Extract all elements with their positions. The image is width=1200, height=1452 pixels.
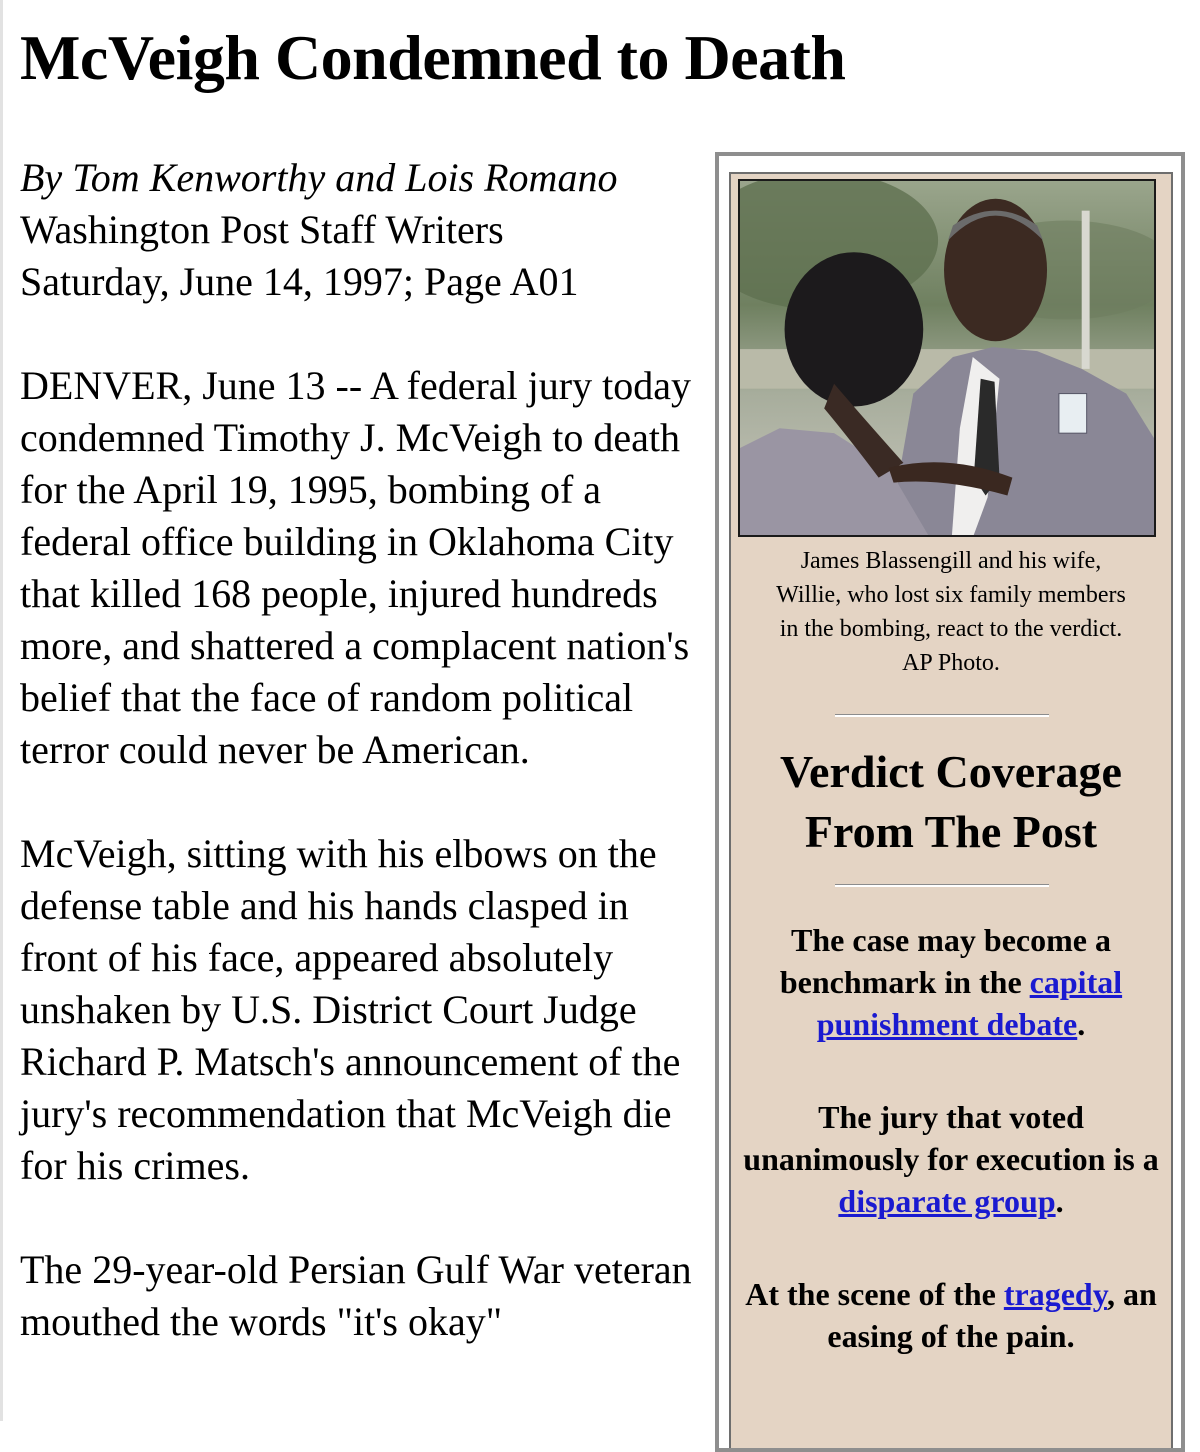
byline xyxy=(20,152,710,308)
divider xyxy=(835,714,1049,717)
blurb-text: The jury that voted unanimously for execution is a xyxy=(743,1099,1159,1177)
photo-caption xyxy=(731,544,1171,680)
article-column xyxy=(20,152,710,1348)
blurb-text: . xyxy=(1055,1183,1064,1219)
sidebar-title xyxy=(731,742,1171,862)
article-paragraph-3: The 29-year-old Persian Gulf War veteran mouthed the words "it's okay" xyxy=(20,1247,692,1344)
coverage-blurb-jury xyxy=(731,1096,1171,1222)
news-photo xyxy=(738,179,1156,537)
disparate-group-link[interactable]: disparate group xyxy=(838,1183,1056,1219)
news-photo-image xyxy=(740,181,1154,535)
article-paragraph-2: McVeigh, sitting with his elbows on the defense table and his hands clasped in front of his face, appeared absolutely unshaken by U.S. District Court Judge Richard P. Matsch's announcement of the jury's recommendation that McVeigh die for his crimes. xyxy=(20,831,681,1188)
page-left-edge xyxy=(0,0,3,1421)
article-paragraph-1: DENVER, June 13 -- A federal jury today condemned Timothy J. McVeigh to death for the April 19, 1995, bombing of a federal office building in Oklahoma City that killed 168 people, injured hundreds more, and shattered a complacent nation's belief that the face of random political terror could never be American. xyxy=(20,363,691,772)
sidebar-title-line: Verdict Coverage xyxy=(780,746,1122,797)
caption-line: in the bombing, react to the verdict. xyxy=(779,616,1123,642)
coverage-blurb-scene xyxy=(731,1273,1171,1357)
headline: McVeigh Condemned to Death xyxy=(20,22,846,93)
blurb-text: The case may become a benchmark in the xyxy=(779,922,1111,1000)
byline-staff: Washington Post Staff Writers xyxy=(20,207,504,252)
capital-punishment-debate-link[interactable]: capital punishment debate xyxy=(816,964,1123,1042)
coverage-blurb-capital-punishment xyxy=(731,919,1171,1045)
byline-dateline: Saturday, June 14, 1997; Page A01 xyxy=(20,259,579,304)
sidebar-title-line: From The Post xyxy=(804,806,1098,857)
caption-line: James Blassengill and his wife, xyxy=(800,548,1102,574)
sidebar-box xyxy=(715,152,1185,1452)
caption-line: Willie, who lost six family members xyxy=(776,582,1126,608)
blurb-text: At the scene of the xyxy=(745,1276,1004,1312)
sidebar-panel xyxy=(729,172,1173,1448)
tragedy-link[interactable]: tragedy xyxy=(1003,1276,1107,1312)
blurb-text: . xyxy=(1077,1006,1086,1042)
byline-authors: By Tom Kenworthy and Lois Romano xyxy=(20,155,618,200)
photo-credit: AP Photo. xyxy=(902,650,1000,676)
blurb-text: , an easing of the pain. xyxy=(827,1276,1157,1354)
divider xyxy=(835,884,1049,887)
